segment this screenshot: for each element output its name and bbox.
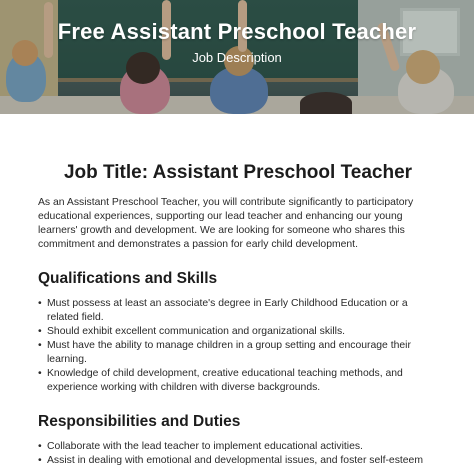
intro-paragraph: As an Assistant Preschool Teacher, you will contribute significantly to participatory educational experiences, supporting our lead teacher and enhancing our young learners' growth and development. We are looking for someone who shares this commitment and demonstrates a passion for early child development. (38, 197, 414, 250)
hero-subtitle: Job Description (192, 50, 282, 65)
list-item: • Assist in dealing with emotional and developmental issues, and foster self-esteem (38, 454, 438, 468)
job-title: Job Title: Assistant Preschool Teacher (63, 162, 413, 183)
list-item: • Collaborate with the lead teacher to implement educational activities. (38, 440, 438, 454)
qualifications-heading: Qualifications and Skills (38, 270, 218, 287)
qualifications-list (38, 297, 438, 395)
document-body (38, 162, 438, 474)
list-item: • Knowledge of child development, creative educational teaching methods, and experience working with children with diverse backgrounds. (38, 367, 438, 395)
responsibilities-list (38, 440, 438, 468)
list-item: • Should exhibit excellent communication and organizational skills. (38, 325, 438, 339)
list-item: • Must have the ability to manage children in a group setting and encourage their learning. (38, 339, 438, 367)
responsibilities-heading: Responsibilities and Duties (38, 413, 241, 430)
list-item: • Must possess at least an associate's degree in Early Childhood Education or a related field. (38, 297, 438, 325)
hero-banner (0, 0, 474, 114)
hero-title: Free Assistant Preschool Teacher (57, 19, 417, 44)
